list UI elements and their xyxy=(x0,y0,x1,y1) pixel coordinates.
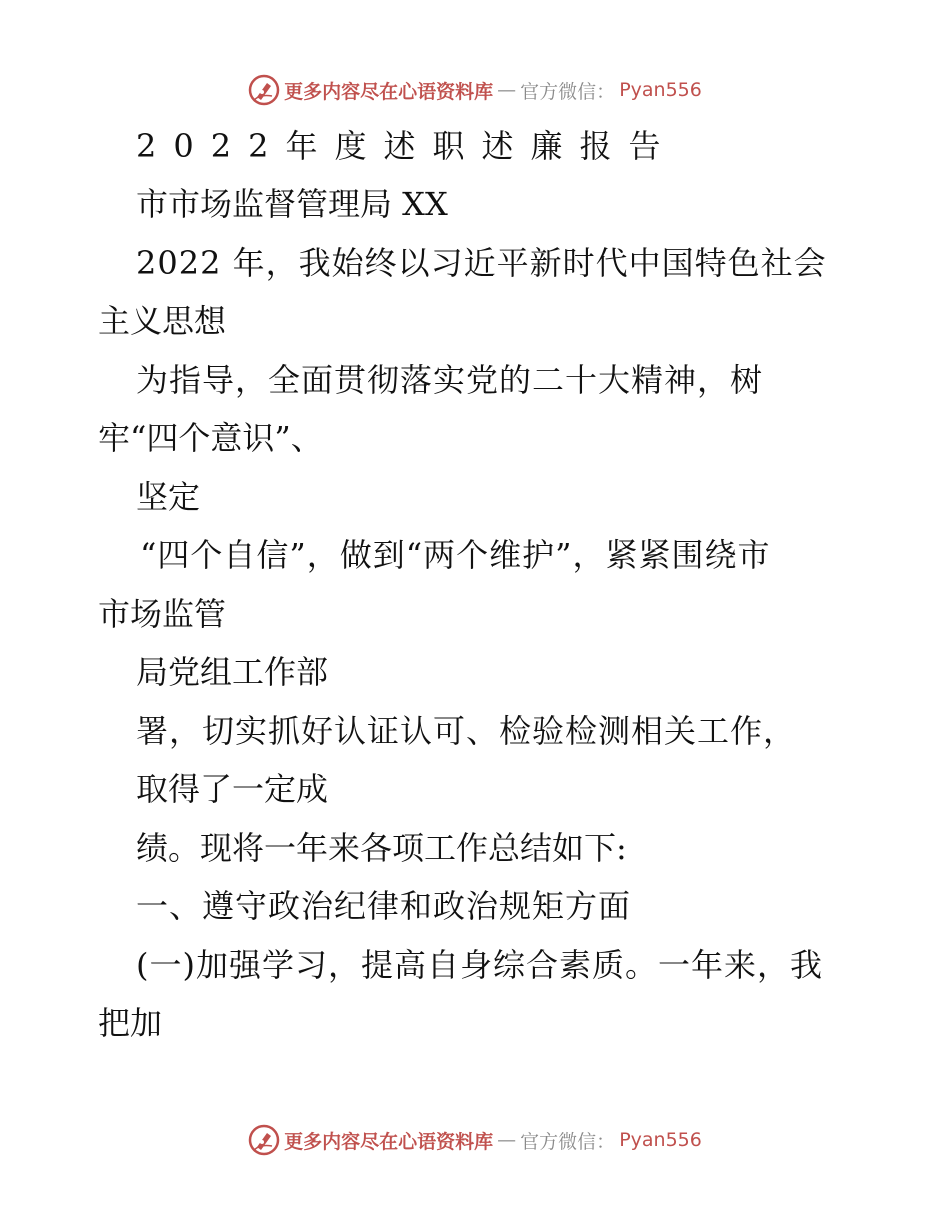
text-line: (一)加强学习，提高自身综合素质。一年来，我 xyxy=(136,946,823,984)
watermark-banner-top xyxy=(0,70,950,110)
text-line: 局党组工作部 xyxy=(136,653,329,691)
watermark-text: 更多内容尽在心语资料库 xyxy=(284,1130,494,1153)
watermark-separator: — xyxy=(497,1129,517,1151)
watermark-wechat-label: 官方微信： xyxy=(520,80,616,103)
text-line: 取得了一定成 xyxy=(136,770,329,808)
watermark-wechat-label: 官方微信： xyxy=(520,1130,616,1153)
text-line: 把加 xyxy=(98,1004,163,1042)
report-title: 2022年度述职述廉报告 xyxy=(136,127,678,165)
watermark-wechat-id: Pyan556 xyxy=(619,79,702,101)
text-line: 坚定 xyxy=(136,478,201,516)
watermark-banner-bottom xyxy=(0,1120,950,1160)
text-line: 署，切实抓好认证认可、检验检测相关工作， xyxy=(136,712,797,750)
watermark-wechat-id: Pyan556 xyxy=(619,1129,702,1151)
pen-nib-icon xyxy=(248,74,280,106)
watermark-text: 更多内容尽在心语资料库 xyxy=(284,80,494,103)
text-line: 牢“四个意识”、 xyxy=(98,419,323,457)
text-line: 绩。现将一年来各项工作总结如下: xyxy=(136,829,627,867)
text-line: 2022 年，我始终以习近平新时代中国特色社会 xyxy=(136,244,827,282)
section-heading: 一、遵守政治纪律和政治规矩方面 xyxy=(136,887,632,925)
text-line: “四个自信”，做到“两个维护”，紧紧围绕市 xyxy=(140,536,771,574)
watermark-separator: — xyxy=(497,79,517,101)
text-line: 市场监管 xyxy=(98,595,227,633)
text-line: 为指导，全面贯彻落实党的二十大精神，树 xyxy=(136,361,764,399)
text-line: 主义思想 xyxy=(98,302,227,340)
pen-nib-icon xyxy=(248,1124,280,1156)
report-author: 市市场监督管理局 XX xyxy=(136,185,448,223)
